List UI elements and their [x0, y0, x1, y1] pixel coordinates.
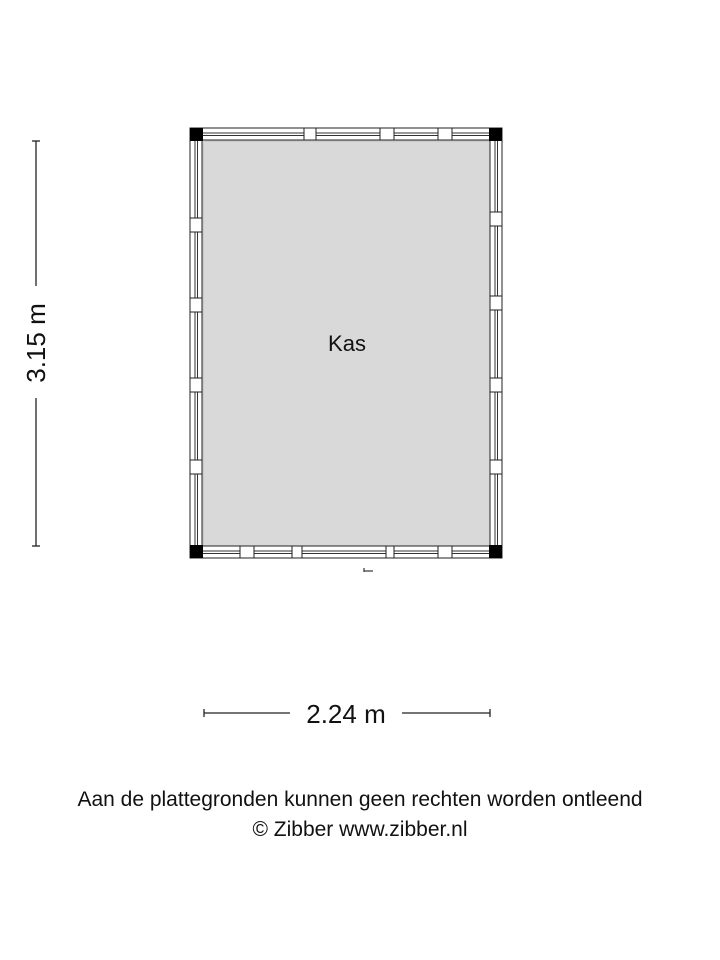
corner-post — [190, 545, 203, 558]
corner-post — [190, 128, 203, 141]
corner-post — [489, 128, 502, 141]
wall-top — [190, 128, 502, 140]
wall-right — [490, 128, 502, 558]
room-label: Kas — [328, 331, 366, 356]
corner-post — [489, 545, 502, 558]
height-label: 3.15 m — [21, 303, 51, 383]
wall-bottom — [190, 546, 502, 558]
wall-left — [190, 128, 202, 558]
copyright-text: © Zibber www.zibber.nl — [252, 818, 468, 841]
disclaimer-text: Aan de plattegronden kunnen geen rechten worden ontleend — [77, 788, 643, 811]
width-label: 2.24 m — [306, 699, 386, 729]
